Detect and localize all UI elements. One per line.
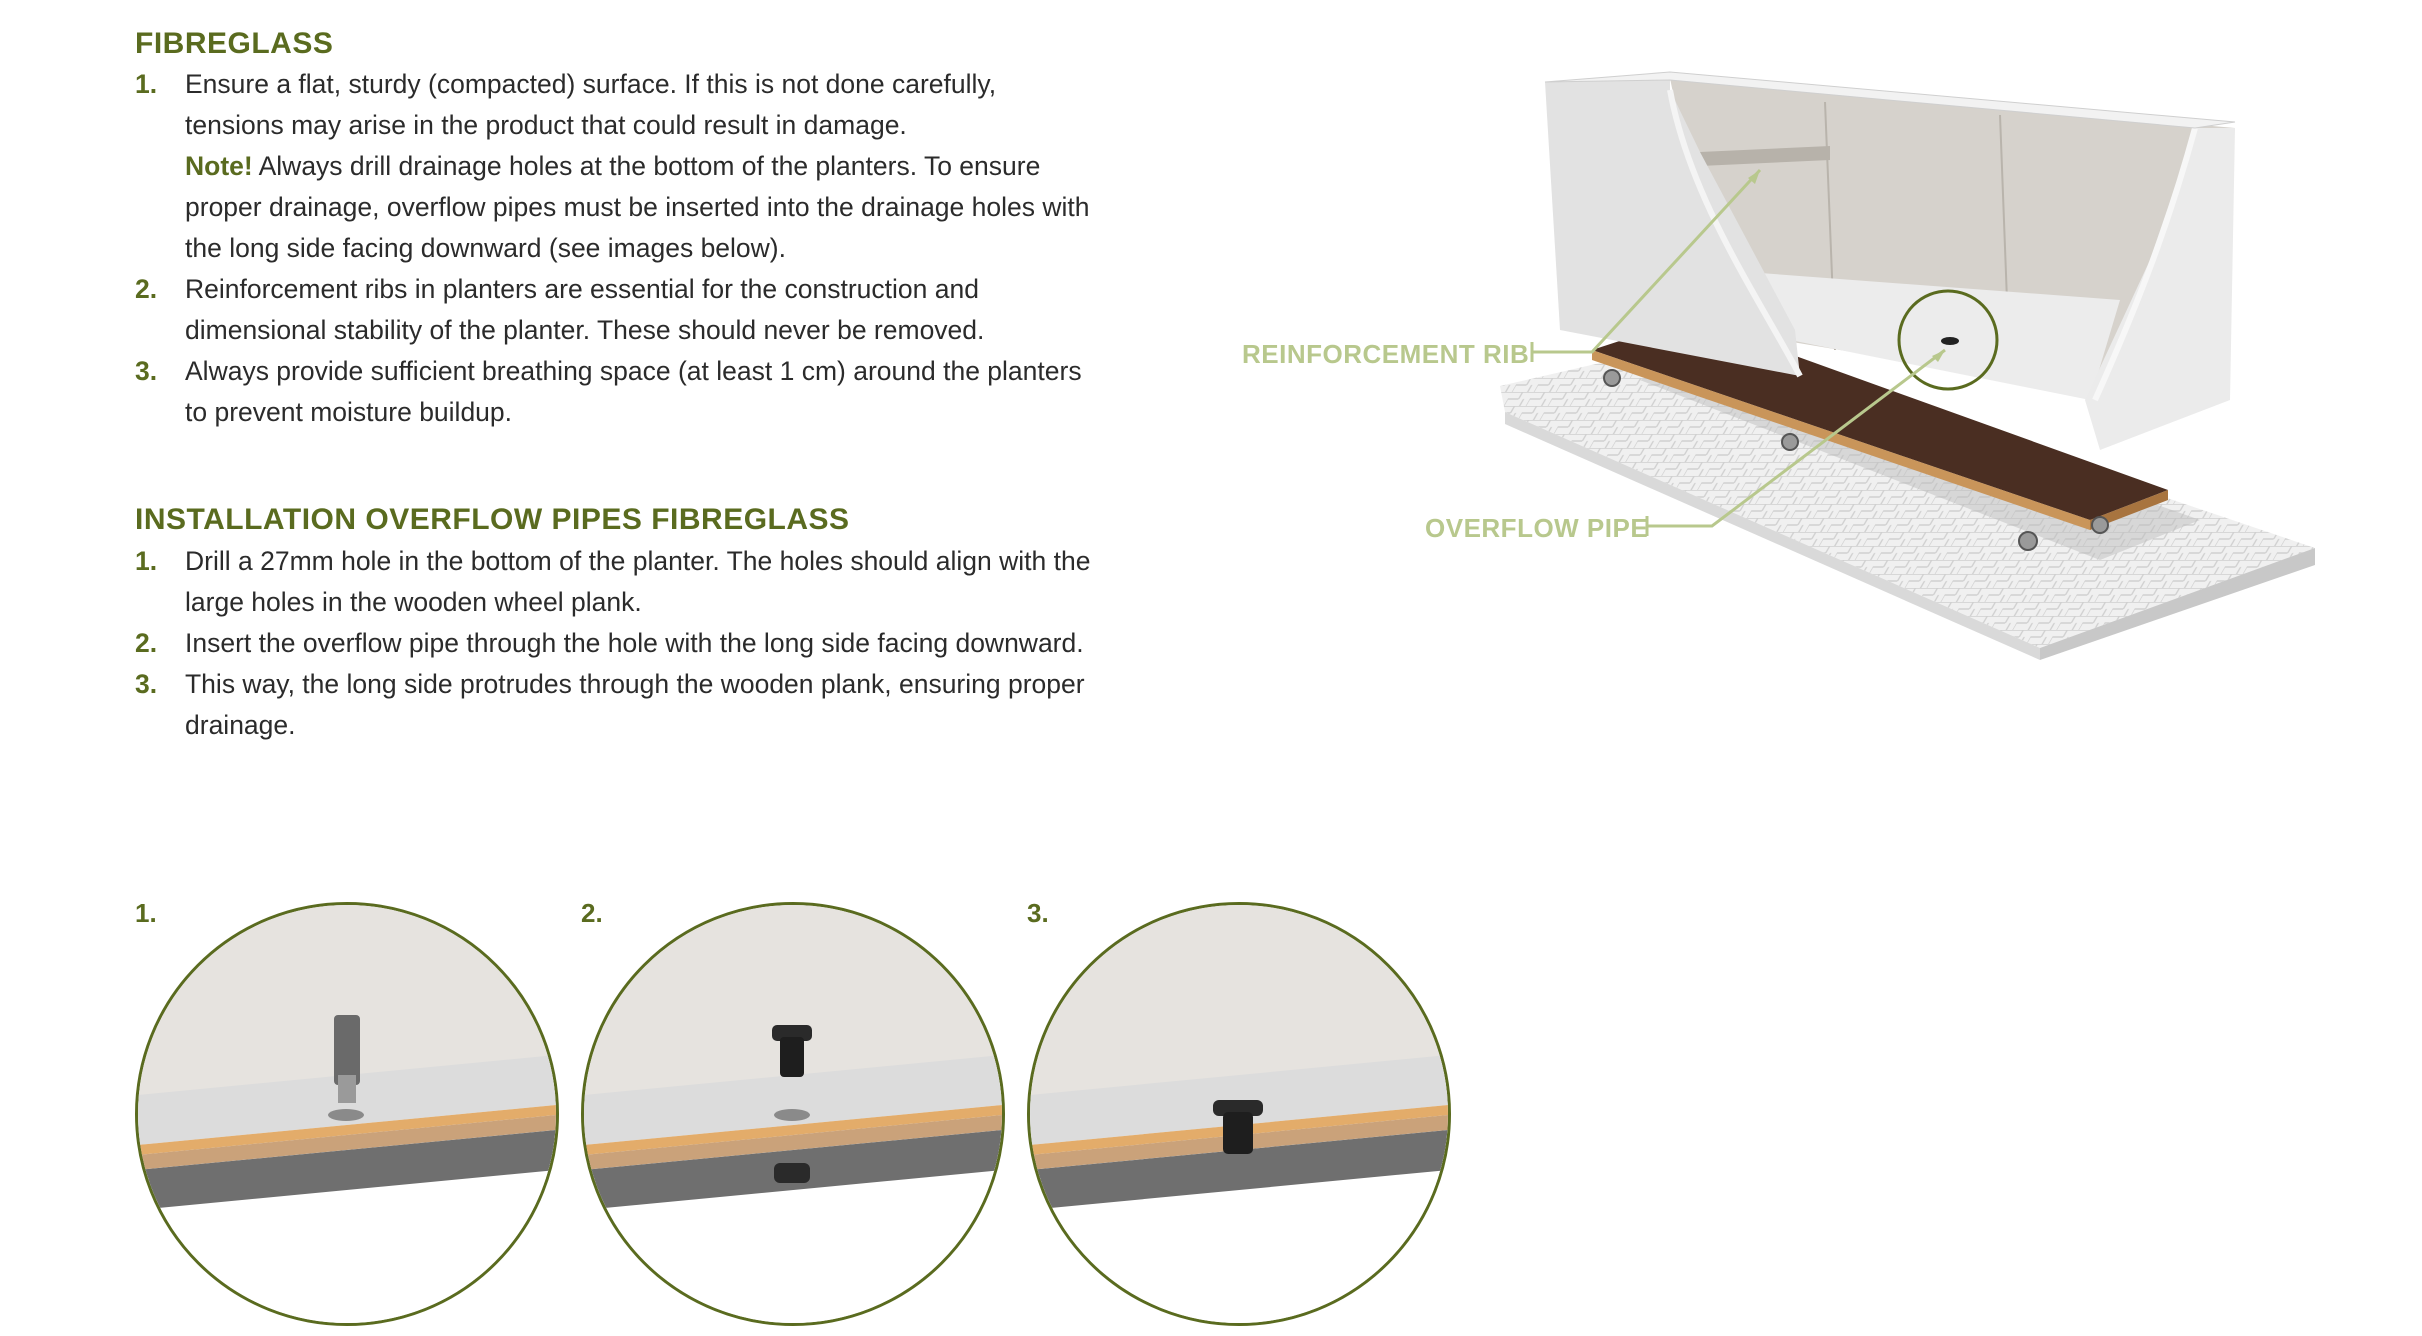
- list-item: [135, 269, 1095, 351]
- note-text: Always drill drainage holes at the bottom of the planters. To ensure proper drainage, overflow pipes must be inserted into the drainage holes with the long side facing downward (see images below).: [185, 151, 1090, 263]
- wheel: [1782, 434, 1798, 450]
- item-number: 1.: [135, 546, 158, 576]
- item-text: Always provide sufficient breathing space (at least 1 cm) around the planters to prevent moisture buildup.: [185, 356, 1082, 427]
- item-number: 2.: [135, 628, 158, 658]
- step-label-3: 3.: [1027, 898, 1049, 928]
- heading-installation: INSTALLATION OVERFLOW PIPES FIBREGLASS: [135, 503, 850, 536]
- step-3-illustration: [1027, 902, 1451, 1326]
- item-text: Insert the overflow pipe through the hole with the long side facing downward.: [185, 628, 1084, 658]
- hole-saw-icon: [334, 1015, 360, 1085]
- item-text: Reinforcement ribs in planters are essential for the construction and dimensional stability of the planter. These should never be removed.: [185, 274, 985, 345]
- installation-list: [135, 541, 1095, 746]
- callout-overflow-pipe: OVERFLOW PIPE: [1425, 513, 1649, 543]
- heading-fibreglass: FIBREGLASS: [135, 27, 334, 60]
- wheel: [2019, 532, 2037, 550]
- item-number: 1.: [135, 69, 158, 99]
- item-number: 2.: [135, 274, 158, 304]
- planter-diagram: [1230, 60, 2330, 680]
- step-1-illustration: [135, 902, 559, 1326]
- step-label-1: 1.: [135, 898, 157, 928]
- item-number: 3.: [135, 356, 158, 386]
- list-item: [135, 351, 1095, 433]
- list-item: [135, 623, 1095, 664]
- item-number: 3.: [135, 669, 158, 699]
- callout-reinforcement-rib: REINFORCEMENT RIB: [1242, 339, 1530, 369]
- pipe-hole: [1941, 337, 1959, 345]
- list-item: [135, 664, 1095, 746]
- item-text: Drill a 27mm hole in the bottom of the planter. The holes should align with the large holes in the wooden wheel plank.: [185, 546, 1091, 617]
- item-text: Ensure a flat, sturdy (compacted) surface. If this is not done carefully, tensions may arise in the product that could result in damage.: [185, 69, 997, 140]
- step-2-illustration: [581, 902, 1005, 1326]
- list-item: [135, 541, 1095, 623]
- wheel: [2092, 517, 2108, 533]
- step-label-2: 2.: [581, 898, 603, 928]
- item-text: This way, the long side protrudes through the wooden plank, ensuring proper drainage.: [185, 669, 1085, 740]
- fibreglass-list: [135, 64, 1095, 433]
- note-label: Note!: [185, 151, 253, 181]
- note: [185, 146, 1095, 269]
- list-item: [135, 64, 1095, 269]
- wheel: [1604, 370, 1620, 386]
